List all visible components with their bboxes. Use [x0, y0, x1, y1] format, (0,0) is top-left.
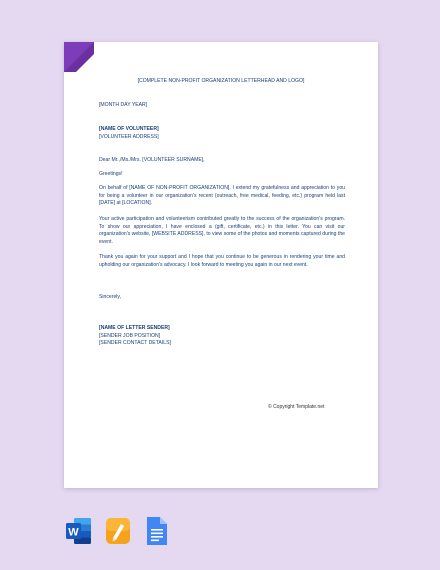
- word-icon[interactable]: [66, 516, 92, 546]
- greeting: Greetings!: [99, 171, 123, 177]
- body-paragraph-1: On behalf of [NAME OF NON-PROFIT ORGANIZATION], I extend my gratefulness and appreciation to you for being a volunteer in our organization's recent (outreach, free medical, feeding, etc.) program held last [DATE] at [LOCATION].: [99, 185, 345, 207]
- recipient-name: [NAME OF VOLUNTEER]: [99, 126, 159, 132]
- body-paragraph-3: Thank you again for your support and I hope that you continue to be generous in rendering your time and upholding our organization's advocacy. I look forward to meeting you again in our next event.: [99, 254, 345, 268]
- date-line: [MONTH DAY YEAR]: [99, 102, 148, 108]
- sender-contact: [SENDER CONTACT DETAILS]: [99, 340, 171, 346]
- pages-icon[interactable]: [105, 516, 131, 546]
- body-paragraph-2: Your active participation and volunteerism contributed greatly to the success of the organization's program. To show our appreciation, I have enclosed a (gift, certificate, etc.) in this letter. You can visit our organization's website, [WEBSITE ADDRESS], to view some of the photos and moments captured during the event.: [99, 216, 345, 245]
- salutation: Dear Mr.,/Ms./Mrs. [VOLUNTEER SURNAME],: [99, 157, 205, 163]
- sender-position: [SENDER JOB POSITION]: [99, 332, 161, 339]
- google-docs-icon[interactable]: [146, 516, 168, 546]
- svg-text:W: W: [68, 526, 79, 539]
- letter-page: [64, 42, 378, 488]
- closing: Sincerely,: [99, 294, 121, 300]
- corner-ribbon-icon: [64, 42, 94, 72]
- sender-name: [NAME OF LETTER SENDER]: [99, 325, 170, 331]
- letterhead-placeholder: [COMPLETE NON-PROFIT ORGANIZATION LETTERHEAD AND LOGO]: [137, 78, 305, 84]
- recipient-address: [VOLUNTEER ADDRESS]: [99, 133, 159, 140]
- copyright-notice: © Copyright Template.net: [268, 404, 325, 410]
